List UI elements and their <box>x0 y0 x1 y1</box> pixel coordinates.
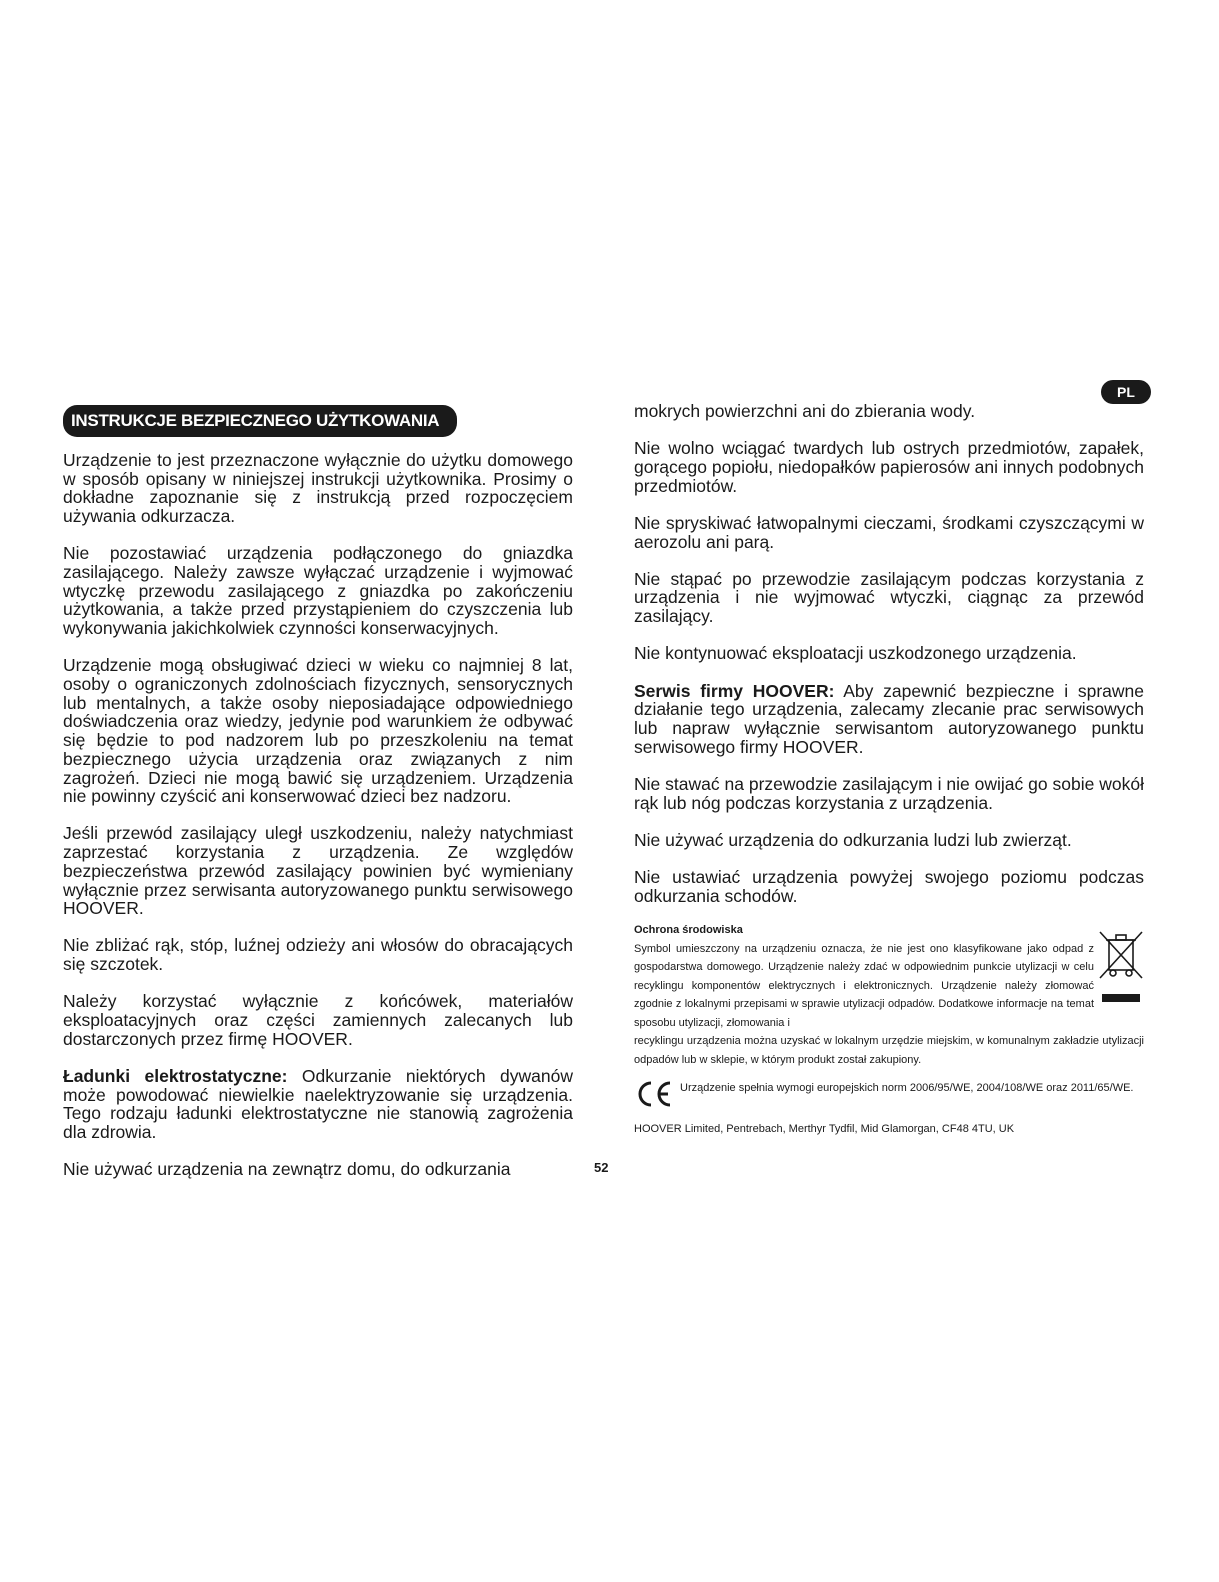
ce-section <box>634 1079 1144 1109</box>
static-text: Odkurzanie niektórych dywanów może powodować niewielkie naelektryzowanie się urządzenia. Tego rodzaju ładunki elektrostatyczne nie stanowią zagrożenia dla zdrowia. <box>63 1065 574 1143</box>
paragraph-accessories: Należy korzystać wyłącznie z końcówek, materiałów eksploatacyjnych oraz części zamiennych zalecanych lub dostarczonych przez firmę HOOVER. <box>63 991 573 1049</box>
language-badge: PL <box>1101 380 1151 404</box>
ce-mark-icon <box>634 1079 674 1109</box>
environment-section <box>634 924 1144 1070</box>
page-number: 52 <box>594 1160 609 1175</box>
section-heading: INSTRUKCJE BEZPIECZNEGO UŻYTKOWANIA <box>63 405 457 437</box>
paragraph-stairs: Nie ustawiać urządzenia powyżej swojego poziomu podczas odkurzania schodów. <box>634 866 1144 906</box>
environment-text: Symbol umieszczony na urządzeniu oznacza, że nie jest ono klasyfikowane jako odpad z gospodarstwa domowego. Urządzenie należy zdać w odpowiednim punkcie utylizacji w celu recyklingu komponentów elektrycznych i elektronicznych. Urządzenie należy złomować zgodnie z lokalnymi przepisami w sprawie utylizacji odpadów. Dodatkowe informacje na temat sposobu utylizacji, złomowania i <box>634 942 1094 1029</box>
paragraph-brushes: Nie zbliżać rąk, stóp, luźnej odzieży ani włosów do obracających się szczotek. <box>63 935 573 975</box>
paragraph-sharp-objects: Nie wolno wciągać twardych lub ostrych przedmiotów, zapałek, gorącego popiołu, niedopałków papierosów ani innych podobnych przedmiotów. <box>634 438 1144 496</box>
paragraph-intended-use: Urządzenie to jest przeznaczone wyłącznie do użytku domowego w sposób opisany w niniejszej instrukcji użytkownika. Prosimy o dokładne zapoznanie się z instrukcją przed rozpoczęciem używania odkurzacza. <box>63 450 573 527</box>
ce-text: Urządzenie spełnia wymogi europejskich norm 2006/95/WE, 2004/108/WE oraz 2011/65/WE. <box>680 1082 1134 1095</box>
static-label: Ładunki elektrostatyczne: <box>63 1065 288 1086</box>
crossed-bin-icon <box>1098 928 1144 986</box>
paragraph-service <box>634 682 1144 757</box>
paragraph-static <box>63 1067 573 1142</box>
paragraph-children: Urządzenie mogą obsługiwać dzieci w wieku co najmniej 8 lat, osoby o ograniczonych zdolnościach fizycznych, sensorycznych lub mentalnych, a także osoby nieposiadające odpowiedniego doświadczenia oraz wiedzy, jedynie pod warunkiem że odbywać się będzie to pod nadzorem lub po przeszkoleniu na temat bezpiecznego użycia urządzenia oraz związanych z nim zagrożeń. Dzieci nie mogą bawić się urządzeniem. Urządzenia nie powinny czyścić ani konserwować dzieci bez nadzoru. <box>63 655 573 807</box>
manufacturer-address: HOOVER Limited, Pentrebach, Merthyr Tydfil, Mid Glamorgan, CF48 4TU, UK <box>634 1123 1015 1136</box>
service-text: Aby zapewnić bezpieczne i sprawne działanie tego urządzenia, zalecamy zlecanie prac serwisowych lub napraw wyłącznie serwisantom autoryzowanego punktu serwisowego firmy HOOVER. <box>634 680 1144 757</box>
right-column <box>634 402 1144 1135</box>
paragraph-damaged-device: Nie kontynuować eksploatacji uszkodzonego urządzenia. <box>634 643 1077 664</box>
service-label: Serwis firmy HOOVER: <box>634 680 835 701</box>
environment-title: Ochrona środowiska <box>634 923 743 936</box>
left-column <box>63 405 573 1198</box>
paragraph-cord-wrap: Nie stawać na przewodzie zasilającym i nie owijać go sobie wokół rąk lub nóg podczas korzystania z urządzenia. <box>634 773 1144 813</box>
paragraph-damaged-cord: Jeśli przewód zasilający uległ uszkodzeniu, należy natychmiast zaprzestać korzystania z urządzenia. Ze względów bezpieczeństwa przewód zasilający powinien być wymieniany wyłącznie przez serwisanta autoryzowanego punktu serwisowego HOOVER. <box>63 823 573 919</box>
paragraph-cord-step: Nie stąpać po przewodzie zasilającym podczas korzystania z urządzenia i nie wyjmować wtyczki, ciągnąc za przewód zasilający. <box>634 568 1144 627</box>
paragraph-unplug: Nie pozostawiać urządzenia podłączonego do gniazdka zasilającego. Należy zawsze wyłączać urządzenie i wyjmować wtyczkę przewodu zasilającego z gniazdka po zakończeniu użytkowania, a także przed przystąpieniem do czyszczenia lub wykonywania jakichkolwiek czynności konserwacyjnych. <box>63 543 573 639</box>
paragraph-outdoor: Nie używać urządzenia na zewnątrz domu, do odkurzania <box>63 1159 511 1180</box>
paragraph-flammable: Nie spryskiwać łatwopalnymi cieczami, środkami czyszczącymi w aerozolu ani parą. <box>634 512 1144 552</box>
environment-text-continued: recyklingu urządzenia można uzyskać w lokalnym urzędzie miejskim, w komunalnym zakładzie utylizacji odpadów lub w sklepie, w którym produkt został zakupiony. <box>634 1035 1144 1066</box>
paragraph-wet: mokrych powierzchni ani do zbierania wody. <box>634 401 976 421</box>
weee-bar <box>1102 994 1140 1002</box>
paragraph-people-animals: Nie używać urządzenia do odkurzania ludzi lub zwierząt. <box>634 829 1072 850</box>
